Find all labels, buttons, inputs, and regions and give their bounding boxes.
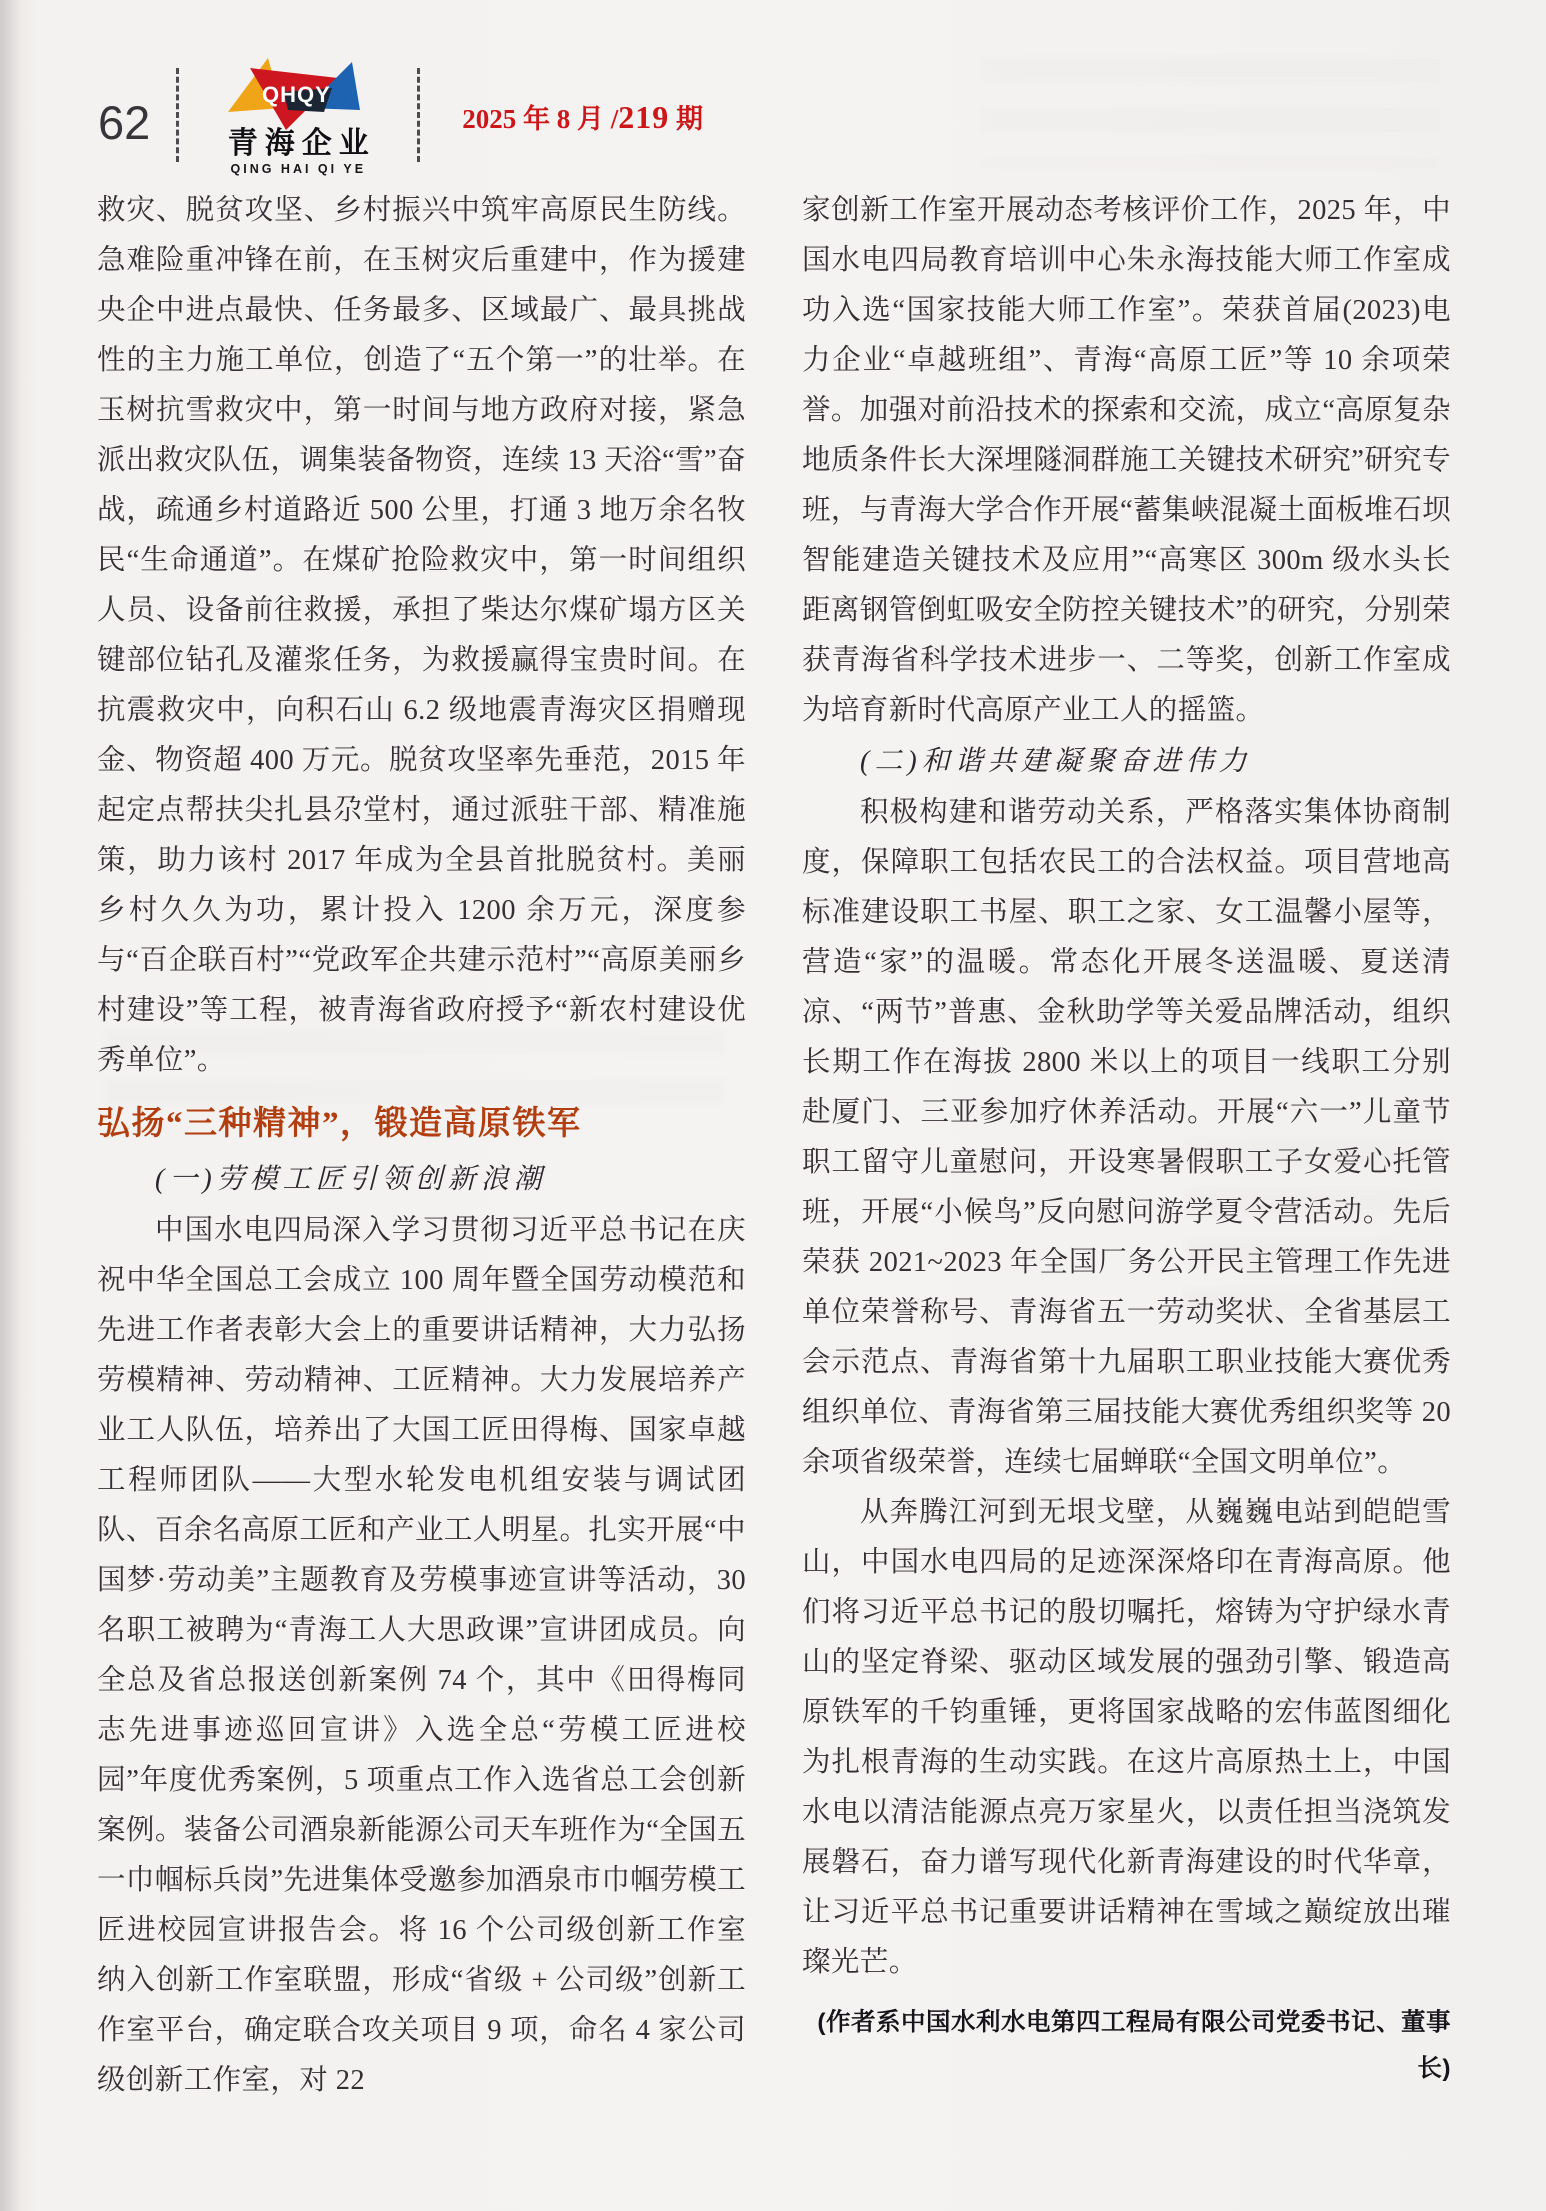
page-header <box>98 52 704 177</box>
subheading-2: (二)和谐共建凝聚奋进伟力 <box>860 746 1252 777</box>
subheading-1: (一)劳模工匠引领创新浪潮 <box>155 1164 547 1195</box>
svg-text:QHQY: QHQY <box>262 81 332 107</box>
right-column <box>802 186 1451 2106</box>
paragraph-conclusion: 从奔腾江河到无垠戈壁，从巍巍电站到皑皑雪山，中国水电四局的足迹深深烙印在青海高原。他们将习近平总书记的殷切嘱托，熔铸为守护绿水青山的坚定脊梁、驱动区域发展的强劲引擎、锻造高原铁军的千钧重锤，更将国家战略的宏伟蓝图细化为扎根青海的生动实践。在这片高原热土上，中国水电以清洁能源点亮万家星火，以责任担当浇筑发展磐石，奋力谱写现代化新青海建设的时代华章，让习近平总书记重要讲话精神在雪域之巅绽放出璀璨光芒。 <box>802 1497 1451 1978</box>
issue-number: 219 <box>618 98 670 135</box>
article-body <box>97 186 1451 2106</box>
issue-date-prefix: 2025 年 8 月 / <box>462 103 619 134</box>
author-attribution: (作者系中国水利水电第四工程局有限公司党委书记、董事长) <box>817 2009 1451 2082</box>
logo-title: 青海企业 <box>227 126 376 160</box>
magazine-logo <box>205 50 391 177</box>
left-column <box>97 186 746 2106</box>
paragraph-labor-model-innovation: 中国水电四局深入学习贯彻习近平总书记在庆祝中华全国总工会成立 100 周年暨全国劳动模范和先进工作者表彰大会上的重要讲话精神，大力弘扬劳模精神、劳动精神、工匠精神。大力发展培养产业工人队伍，培养出了大国工匠田得梅、国家卓越工程师团队——大型水轮发电机组安装与调试团队、百余名高原工匠和产业工人明星。扎实开展“中国梦·劳动美”主题教育及劳模事迹宣讲等活动，30 名职工被聘为“青海工人大思政课”宣讲团成员。向全总及省总报送创新案例 74 个，其中《田得梅同志先进事迹巡回宣讲》入选全总“劳模工匠进校园”年度优秀案例，5 项重点工作入选省总工会创新案例。装备公司酒泉新能源公司天车班作为“全国五一巾帼标兵岗”先进集体受邀参加酒泉市巾帼劳模工匠进校园宣讲报告会。将 16 个公司级创新工作室纳入创新工作室联盟，形成“省级 + 公司级”创新工作室平台，确定联合攻关项目 9 项，命名 4 家公司级创新工作室，对 22 <box>97 1215 746 2096</box>
page-number: 62 <box>98 95 151 149</box>
paragraph-innovation-continued: 家创新工作室开展动态考核评价工作，2025 年，中国水电四局教育培训中心朱永海技能大师工作室成功入选“国家技能大师工作室”。荣获首届(2023)电力企业“卓越班组”、青海“高原工匠”等 10 余项荣誉。加强对前沿技术的探索和交流，成立“高原复杂地质条件长大深埋隧洞群施工关键技术研究”研究专班，与青海大学合作开展“蓄集峡混凝土面板堆石坝智能建造关键技术及应用”“高寒区 300m 级水头长距离钢管倒虹吸安全防控关键技术”的研究，分别荣获青海省科学技术进步一、二等奖，创新工作室成为培育新时代高原产业工人的摇篮。 <box>802 195 1451 726</box>
issue-date-suffix: 期 <box>669 103 704 134</box>
paragraph-continued-from-previous-page: 救灾、脱贫攻坚、乡村振兴中筑牢高原民生防线。急难险重冲锋在前，在玉树灾后重建中，作为援建央企中进点最快、任务最多、区域最广、最具挑战性的主力施工单位，创造了“五个第一”的壮举。在玉树抗雪救灾中，第一时间与地方政府对接，紧急派出救灾队伍，调集装备物资，连续 13 天浴“雪”奋战，疏通乡村道路近 500 公里，打通 3 地万余名牧民“生命通道”。在煤矿抢险救灾中，第一时间组织人员、设备前往救援，承担了柴达尔煤矿塌方区关键部位钻孔及灌浆任务，为救援赢得宝贵时间。在抗震救灾中，向积石山 6.2 级地震青海灾区捐赠现金、物资超 400 万元。脱贫攻坚率先垂范，2015 年起定点帮扶尖扎县尕堂村，通过派驻干部、精准施策，助力该村 2017 年成为全县首批脱贫村。美丽乡村久久为功，累计投入 1200 余万元，深度参与“百企联百村”“党政军企共建示范村”“高原美丽乡村建设”等工程，被青海省政府授予“新农村建设优秀单位”。 <box>97 195 746 1076</box>
logo-triangles-icon <box>222 50 374 132</box>
section-heading: 弘扬“三种精神”，锻造高原铁军 <box>97 1106 582 1142</box>
bleedthrough-smudge <box>980 58 1440 168</box>
header-divider <box>417 68 420 162</box>
paragraph-harmonious-labor: 积极构建和谐劳动关系，严格落实集体协商制度，保障职工包括农民工的合法权益。项目营地高标准建设职工书屋、职工之家、女工温馨小屋等，营造“家”的温暖。常态化开展冬送温暖、夏送清凉、“两节”普惠、金秋助学等关爱品牌活动，组织长期工作在海拔 2800 米以上的项目一线职工分别赴厦门、三亚参加疗休养活动。开展“六一”儿童节职工留守儿童慰问，开设寒暑假职工子女爱心托管班，开展“小候鸟”反向慰问游学夏令营活动。先后荣获 2021~2023 年全国厂务公开民主管理工作先进单位荣誉称号、青海省五一劳动奖状、全省基层工会示范点、青海省第十九届职工职业技能大赛优秀组织单位、青海省第三届技能大赛优秀组织奖等 20 余项省级荣誉，连续七届蝉联“全国文明单位”。 <box>802 797 1451 1478</box>
issue-date <box>462 97 703 136</box>
logo-subtitle: QING HAI QI YE <box>230 162 367 177</box>
header-divider <box>176 68 179 162</box>
